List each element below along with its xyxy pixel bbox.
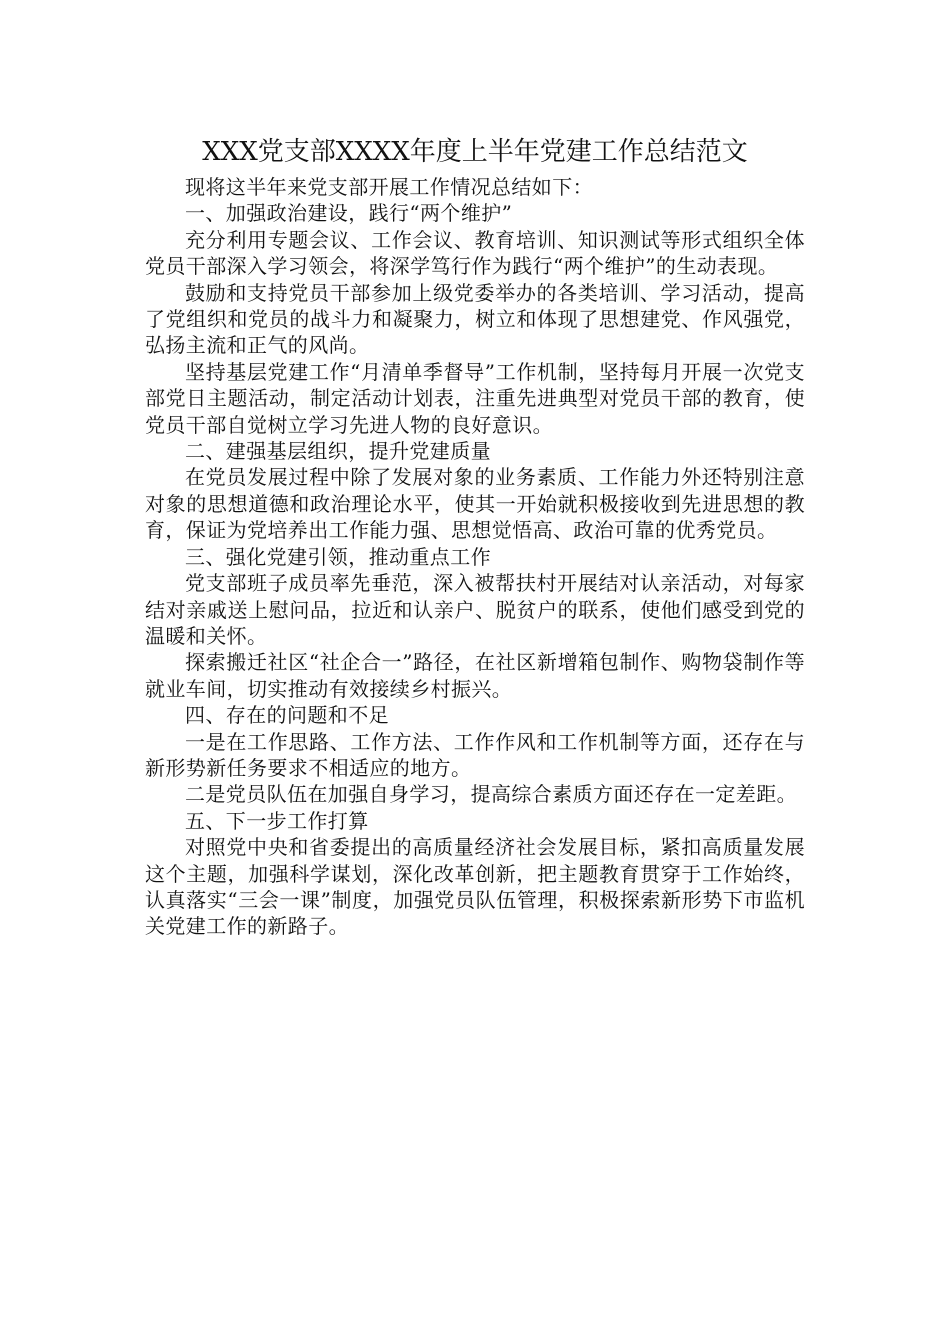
section-heading-3: 三、强化党建引领，推动重点工作 [185,544,491,569]
paragraph-intro: 现将这半年来党支部开展工作情况总结如下： [185,175,593,199]
paragraph: 探索搬迁社区“社企合一”路径，在社区新增箱包制作、购物袋制作等就业车间，切实推动有效接续乡村振兴。 [145,650,805,701]
paragraph: 一是在工作思路、工作方法、工作作风和工作机制等方面，还存在与新形势新任务要求不相适应的地方。 [145,729,805,780]
document-page [145,132,805,940]
section-heading-2: 二、建强基层组织，提升党建质量 [185,439,491,464]
paragraph: 二是党员队伍在加强自身学习，提高综合素质方面还存在一定差距。 [185,782,797,807]
section-heading-5: 五、下一步工作打算 [185,808,369,833]
paragraph: 党支部班子成员率先垂范，深入被帮扶村开展结对认亲活动，对每家结对亲戚送上慰问品，拉近和认亲户、脱贫户的联系，使他们感受到党的温暖和关怀。 [145,571,805,648]
section-heading-1: 一、加强政治建设，践行“两个维护” [185,201,513,226]
paragraph: 坚持基层党建工作“月清单季督导”工作机制，坚持每月开展一次党支部党日主题活动，制定活动计划表，注重先进典型对党员干部的教育，使党员干部自觉树立学习先进人物的良好意识。 [145,359,805,437]
paragraph: 鼓励和支持党员干部参加上级党委举办的各类培训、学习活动，提高了党组织和党员的战斗力和凝聚力，树立和体现了思想建党、作风强党，弘扬主流和正气的风尚。 [145,280,805,358]
paragraph: 充分利用专题会议、工作会议、教育培训、知识测试等形式组织全体党员干部深入学习领会，将深学笃行作为践行“两个维护”的生动表现。 [145,227,805,279]
paragraph: 在党员发展过程中除了发展对象的业务素质、工作能力外还特别注意对象的思想道德和政治理论水平，使其一开始就积极接收到先进思想的教育，保证为党培养出工作能力强、思想觉悟高、政治可靠的优秀党员。 [145,465,805,543]
section-heading-4: 四、存在的问题和不足 [185,703,389,728]
document-title: XXX党支部XXXX年度上半年党建工作总结范文 [202,137,748,167]
paragraph: 对照党中央和省委提出的高质量经济社会发展目标，紧扣高质量发展这个主题，加强科学谋划，深化改革创新，把主题教育贯穿于工作始终，认真落实“三会一课”制度，加强党员队伍管理，积极探索新形势下市监机关党建工作的新路子。 [145,835,805,939]
